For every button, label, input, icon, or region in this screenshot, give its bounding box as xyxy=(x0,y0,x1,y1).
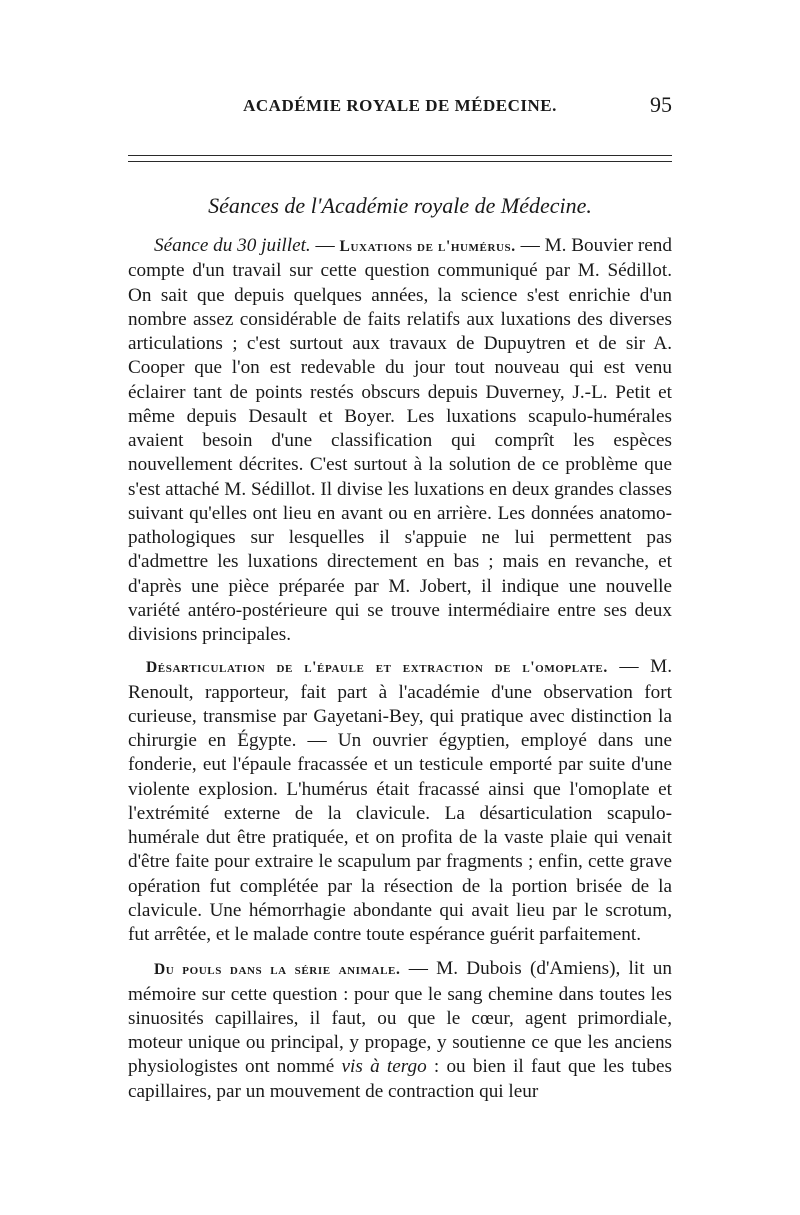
paragraph-desarticulation xyxy=(128,655,672,947)
paragraph-pouls xyxy=(128,957,672,1104)
text-pouls-1: — M. Dubois (d'Amiens), lit un mémoire sur cette question : pour que le sang chemine dans toutes les sinuosités capillaires, il faut, ou que le cœur, agent primordiale, moteur unique ou principal, y propage, y soutienne ce que les anciens physiologistes ont nommé xyxy=(128,958,672,1078)
paragraph-luxations xyxy=(128,234,672,647)
section-title: Séances de l'Académie royale de Médecine. xyxy=(208,193,592,218)
running-title: ACADÉMIE ROYALE DE MÉDECINE. xyxy=(243,96,557,115)
page-number: 95 xyxy=(650,92,672,117)
text-luxations: — M. Bouvier rend compte d'un travail sur cette question communiqué par M. Sédillot. On sait que depuis quelques années, la science s'est enrichie d'un nombre assez considérable de faits relatifs aux luxations des diverses articulations ; c'est surtout aux travaux de Dupuytren et de sir A. Cooper que l'on est redevable du jour tout nouveau qui est venu éclairer tant de points restés obscurs depuis Duverney, J.-L. Petit et même depuis Desault et Boyer. Les luxations scapulo-humérales avaient besoin d'une classification qui comprît les espèces nouvellement décrites. C'est surtout à la solution de ce problème que s'est attaché M. Sédillot. Il divise les luxations en deux grandes classes suivant qu'elles ont lieu en avant ou en arrière. Les données anatomo-pathologiques sur lesquelles il s'appuie ne lui permettent pas d'admettre les luxations directement en bas ; mais en revanche, et d'après une pièce préparée par M. Jobert, il indique une nouvelle variété antéro-postérieure qui se trouve intermédiaire entre ses deux divisions principales. xyxy=(128,235,672,645)
text-desarticulation: — M. Renoult, rapporteur, fait part à l'académie d'une observation fort curieuse, transmise par Gayetani-Bey, qui pratique avec distinction la chirurgie en Égypte. — Un ouvrier égyptien, employé dans une fonderie, eut l'épaule fracassée et un testicule emporté par suite d'une violente explosion. L'humérus était fracassé ainsi que l'omoplate et l'extrémité externe de la clavicule. La désarticulation scapulo-humérale dut être pratiquée, et on profita de la vaste plaie qui venait d'être faite pour extraire le scapulum par fragments ; enfin, cette grave opération fut complétée par la résection de la portion brisée de la clavicule. Une hémorrhagie abondante qui avait lieu par le scrotum, fut arrêtée, et le malade contre toute espérance guérit parfaitement. xyxy=(128,656,672,945)
heading-pouls: Du pouls dans la série animale. xyxy=(154,961,401,979)
heading-desarticulation: Désarticulation de l'épaule et extraction de l'omoplate. xyxy=(146,659,608,677)
body-text xyxy=(128,234,672,1104)
vis-a-tergo: vis à tergo xyxy=(341,1056,427,1078)
date-dash: — xyxy=(310,235,340,256)
text-pouls-2: : ou bien il faut que les tubes capillaires, par un mouvement de contraction qui leur xyxy=(128,1056,672,1102)
header-rule xyxy=(128,155,672,162)
running-head xyxy=(128,92,672,126)
session-date: Séance du 30 juillet. xyxy=(154,235,311,256)
heading-luxations: Luxations de l'humérus. xyxy=(339,238,516,255)
